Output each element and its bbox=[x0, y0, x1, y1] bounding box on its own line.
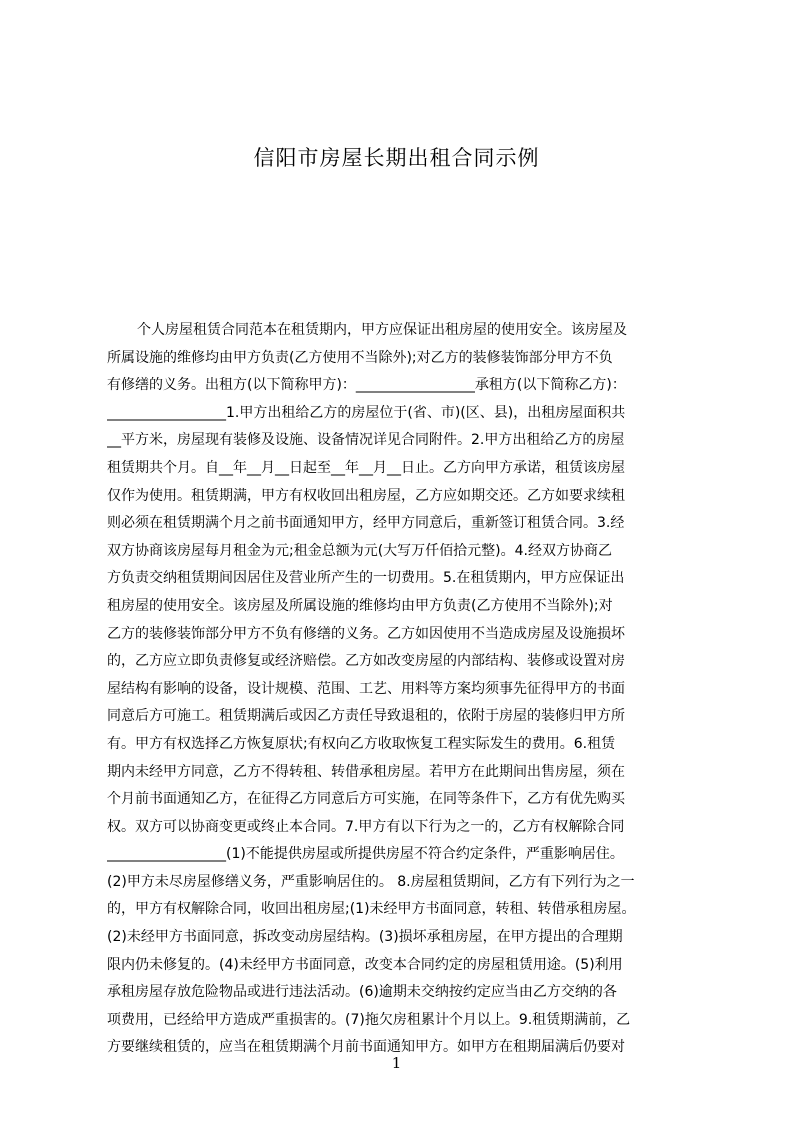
body-line: 同意后方可施工。租赁期满后或因乙方责任导致退租的，依附于房屋的装修归甲方所 bbox=[107, 708, 625, 725]
body-line: (2)未经甲方书面同意，拆改变动房屋结构。(3)损坏承租房屋，在甲方提出的合理期 bbox=[107, 929, 623, 946]
body-line: 所属设施的维修均由甲方负责(乙方使用不当除外);对乙方的装修装饰部分甲方不负 bbox=[107, 349, 613, 366]
body-line: 租房屋的使用安全。该房屋及所属设施的维修均由甲方负责(乙方使用不当除外);对 bbox=[107, 597, 613, 614]
body-line: 期内未经甲方同意，乙方不得转租、转借承租房屋。若甲方在此期间出售房屋，须在 bbox=[107, 763, 625, 780]
body-line: _________________(1)不能提供房屋或所提供房屋不符合约定条件，严重影响居住。 bbox=[107, 846, 624, 863]
body-line: 有修缮的义务。出租方(以下简称甲方)：_________________承租方(以下简称乙方)： bbox=[107, 377, 626, 394]
body-line: 屋结构有影响的设备，设计规模、范围、工艺、用料等方案均须事先征得甲方的书面 bbox=[107, 680, 625, 697]
body-line: (2)甲方未尽房屋修缮义务，严重影响居住的。 8.房屋租赁期间，乙方有下列行为之一 bbox=[107, 873, 635, 890]
body-line: __平方米，房屋现有装修及设施、设备情况详见合同附件。2.甲方出租给乙方的房屋 bbox=[107, 432, 625, 449]
body-line: 个月前书面通知乙方，在征得乙方同意后方可实施，在同等条件下，乙方有优先购买 bbox=[107, 791, 625, 808]
body-line: 乙方的装修装饰部分甲方不负有修缮的义务。乙方如因使用不当造成房屋及设施损坏 bbox=[107, 625, 625, 642]
body-line: 仅作为使用。租赁期满，甲方有权收回出租房屋，乙方应如期交还。乙方如要求续租 bbox=[107, 487, 625, 504]
document-title: 信阳市房屋长期出租合同示例 bbox=[253, 146, 540, 170]
body-line: 方负责交纳租赁期间因居住及营业所产生的一切费用。5.在租赁期内，甲方应保证出 bbox=[107, 570, 625, 587]
body-line: _________________1.甲方出租给乙方的房屋位于(省、市)(区、县)，出租房屋面积共 bbox=[107, 404, 626, 421]
body-line: 限内仍未修复的。(4)未经甲方书面同意，改变本合同约定的房屋租赁用途。(5)利用 bbox=[107, 956, 623, 973]
body-line: 租赁期共个月。自__年__月__日起至__年__月__日止。乙方向甲方承诺，租赁该房屋 bbox=[107, 459, 625, 476]
body-line: 承租房屋存放危险物品或进行违法活动。(6)逾期未交纳按约定应当由乙方交纳的各 bbox=[107, 984, 617, 1001]
body-line: 权。双方可以协商变更或终止本合同。7.甲方有以下行为之一的，乙方有权解除合同 bbox=[107, 818, 625, 835]
page-number: 1 bbox=[391, 1054, 402, 1072]
body-line: 方要继续租赁的，应当在租赁期满个月前书面通知甲方。如甲方在租期届满后仍要对 bbox=[107, 1039, 625, 1056]
body-line: 的，甲方有权解除合同，收回出租房屋;(1)未经甲方书面同意，转租、转借承租房屋。 bbox=[107, 901, 636, 918]
contract-body bbox=[107, 317, 697, 1062]
body-line: 双方协商该房屋每月租金为元;租金总额为元(大写万仟佰拾元整)。4.经双方协商乙 bbox=[107, 542, 612, 559]
body-line: 则必须在租赁期满个月之前书面通知甲方，经甲方同意后，重新签订租赁合同。3.经 bbox=[107, 515, 625, 532]
body-line: 的，乙方应立即负责修复或经济赔偿。乙方如改变房屋的内部结构、装修或设置对房 bbox=[107, 653, 625, 670]
body-line: 有。甲方有权选择乙方恢复原状;有权向乙方收取恢复工程实际发生的费用。6.租赁 bbox=[107, 735, 616, 752]
body-line: 项费用，已经给甲方造成严重损害的。(7)拖欠房租累计个月以上。9.租赁期满前，乙 bbox=[107, 1011, 631, 1028]
body-line: 个人房屋租赁合同范本在租赁期内，甲方应保证出租房屋的使用安全。该房屋及 bbox=[137, 322, 627, 338]
